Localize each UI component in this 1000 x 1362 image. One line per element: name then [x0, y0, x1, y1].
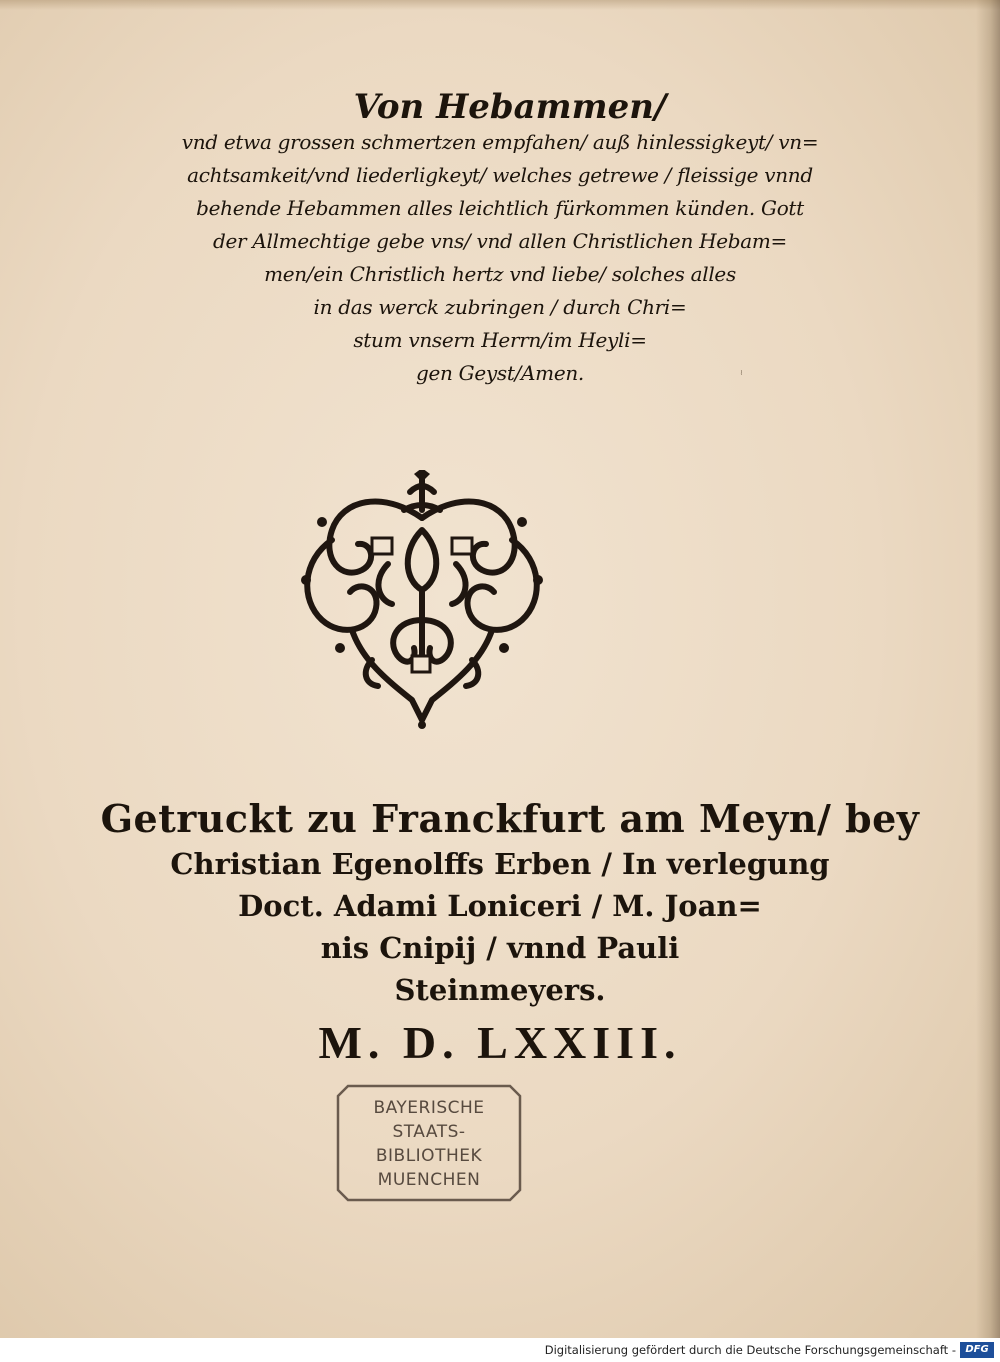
stamp-line-2: STAATS-: [392, 1122, 466, 1142]
publication-year: M. D. LXXIII.: [318, 1017, 682, 1068]
text-line-5: men/ein Christlich hertz vnd liebe/ solches alles: [264, 262, 736, 286]
imprint: [0, 796, 1000, 1080]
text-line-2: achtsamkeit/vnd liederligkeyt/ welches getrewe / fleissige vnnd: [187, 163, 813, 187]
imprint-line-4: nis Cnipij / vnnd Pauli: [320, 931, 680, 965]
text-line-4: der Allmechtige gebe vns/ vnd allen Christlichen Hebam=: [212, 229, 788, 253]
printers-ornament: [292, 470, 552, 730]
page-top-edge: [0, 0, 1000, 10]
footer-bar: [0, 1338, 1000, 1362]
stamp-line-4: MUENCHEN: [377, 1170, 481, 1190]
funding-credit: Digitalisierung gefördert durch die Deutsche Forschungsgemeinschaft -: [544, 1343, 956, 1357]
body-text: [0, 87, 1000, 396]
imprint-line-1: Getruckt zu Franckfurt am Meyn/ bey: [100, 796, 920, 841]
margin-mark: ~: [736, 369, 746, 376]
stamp-text: [334, 1096, 524, 1192]
text-line-3: behende Hebammen alles leichtlich fürkommen künden. Gott: [196, 196, 804, 220]
text-line-6: in das werck zubringen / durch Chri=: [313, 295, 687, 319]
section-heading: Von Hebammen/: [353, 87, 667, 127]
stamp-line-1: BAYERISCHE: [373, 1098, 485, 1118]
imprint-line-5: Steinmeyers.: [394, 973, 606, 1007]
imprint-line-2: Christian Egenolffs Erben / In verlegung: [170, 847, 830, 881]
dfg-logo: DFG: [960, 1342, 994, 1358]
stamp-line-3: BIBLIOTHEK: [375, 1146, 483, 1166]
text-line-1: vnd etwa grossen schmertzen empfahen/ auß hinlessigkeyt/ vn=: [181, 130, 819, 154]
text-line-7: stum vnsern Herrn/im Heyli=: [353, 328, 647, 352]
library-stamp: [334, 1082, 524, 1204]
text-line-8: gen Geyst/Amen.: [415, 361, 584, 385]
imprint-line-3: Doct. Adami Loniceri / M. Joan=: [238, 889, 762, 923]
